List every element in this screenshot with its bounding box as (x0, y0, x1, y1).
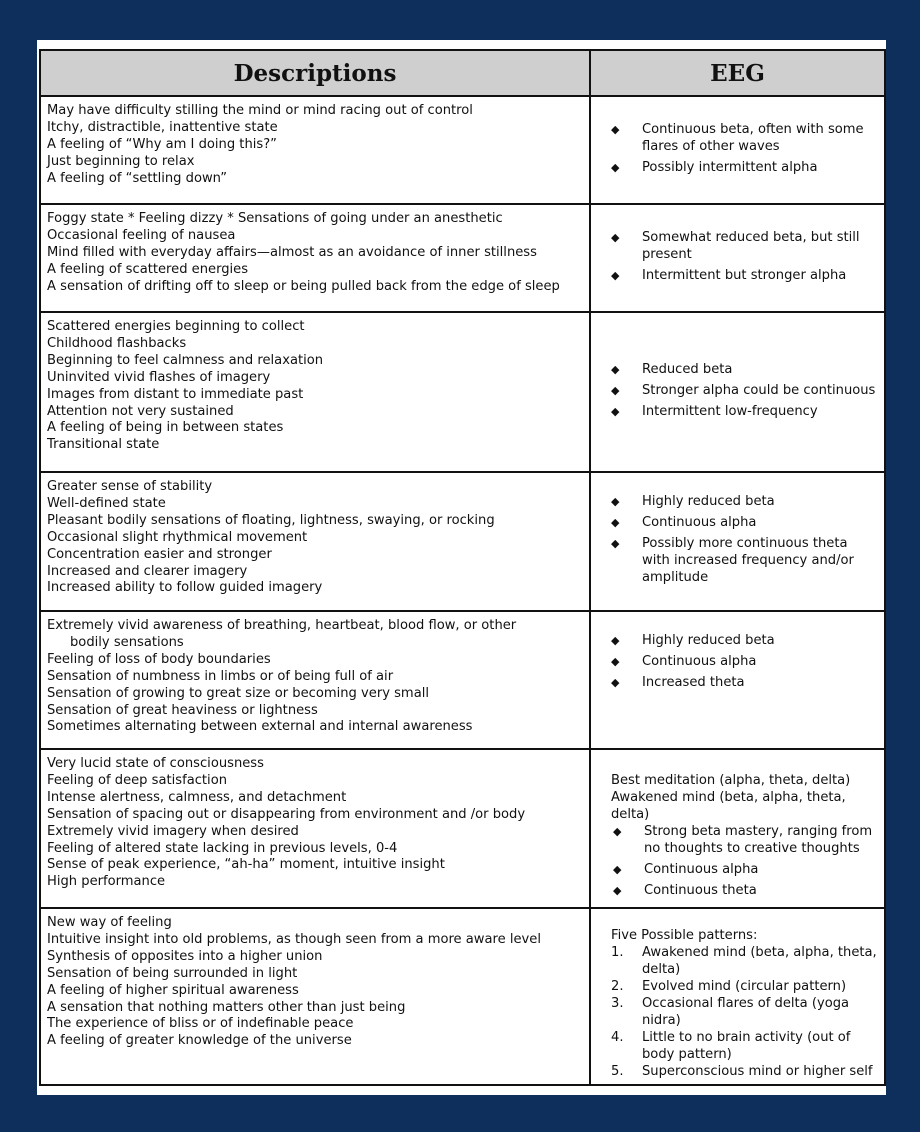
description-line: Sensation of numbness in limbs or of being full of air (47, 668, 394, 684)
description-line: Feeling of deep satisfaction (47, 772, 228, 788)
descriptions-cell (40, 312, 590, 472)
pattern-text: Superconscious mind or higher self (642, 1064, 873, 1079)
description-line: A sensation that nothing matters other than just being (47, 999, 406, 1015)
header-row (40, 50, 885, 96)
pattern-number: 2. (611, 979, 624, 994)
eeg-bullet: ◆ Continuous alpha (609, 653, 878, 670)
eeg-cell (590, 204, 885, 312)
descriptions-cell (40, 96, 590, 204)
eeg-bullet: ◆ Possibly intermittent alpha (609, 159, 878, 176)
descriptions-cell (40, 204, 590, 312)
description-line: Sensation of spacing out or disappearing from environment and /or body (47, 806, 526, 822)
eeg-bullet: ◆ Continuous beta, often with some flares of other waves (609, 121, 878, 155)
description-line: Foggy state * Feeling dizzy * Sensations of going under an anesthetic (47, 211, 503, 226)
table-row (40, 312, 885, 472)
description-line: Concentration easier and stronger (47, 546, 272, 562)
description-line: Sensation of being surrounded in light (47, 965, 298, 981)
eeg-bullet: ◆ Strong beta mastery, ranging from no thoughts to creative thoughts (611, 823, 878, 857)
description-line: Intense alertness, calmness, and detachment (47, 789, 347, 805)
pattern-item (611, 944, 878, 978)
pattern-text: Awakened mind (beta, alpha, theta, delta) (642, 945, 877, 977)
eeg-bullet: ◆ Stronger alpha could be continuous (609, 382, 878, 399)
description-line: Feeling of loss of body boundaries (47, 651, 271, 667)
description-line: bodily sensations (70, 634, 184, 650)
description-line: Feeling of altered state lacking in previous levels, 0-4 (47, 840, 398, 856)
pattern-item (611, 978, 878, 995)
header-eeg: EEG (590, 50, 885, 96)
description-line: Itchy, distractible, inattentive state (47, 119, 278, 135)
description-line: Uninvited vivid flashes of imagery (47, 369, 271, 385)
description-line: The experience of bliss or of indefinable peace (47, 1016, 354, 1032)
description-line: Increased ability to follow guided imagery (47, 580, 323, 596)
description-line: Mind filled with everyday affairs—almost as an avoidance of inner stillness (47, 244, 537, 260)
description-line: Attention not very sustained (47, 403, 234, 419)
description-line: A feeling of greater knowledge of the universe (47, 1033, 352, 1049)
eeg-cell (590, 749, 885, 908)
description-line: A feeling of being in between states (47, 420, 284, 436)
eeg-intro-line: Best meditation (alpha, theta, delta) (611, 773, 851, 788)
descriptions-cell (40, 472, 590, 611)
eeg-cell (590, 908, 885, 1085)
eeg-cell (590, 611, 885, 749)
eeg-bullet: ◆ Highly reduced beta (609, 493, 878, 510)
eeg-intro-line: Five Possible patterns: (611, 928, 758, 943)
description-line: Images from distant to immediate past (47, 386, 304, 402)
description-line: Increased and clearer imagery (47, 563, 248, 579)
description-line: May have difficulty stilling the mind or mind racing out of control (47, 103, 473, 118)
description-line: Scattered energies beginning to collect (47, 319, 305, 334)
eeg-bullet: ◆ Continuous alpha (609, 514, 878, 531)
eeg-bullet-list (609, 229, 878, 284)
description-line: A feeling of scattered energies (47, 261, 249, 277)
pattern-number: 5. (611, 1064, 624, 1079)
table-row (40, 908, 885, 1085)
descriptions-cell (40, 611, 590, 749)
description-line: A feeling of higher spiritual awareness (47, 982, 299, 998)
pattern-item (611, 1029, 878, 1063)
description-line: Extremely vivid awareness of breathing, heartbeat, blood flow, or other (47, 618, 517, 633)
eeg-bullet-list (609, 121, 878, 176)
description-line: Very lucid state of consciousness (47, 756, 264, 771)
table-row (40, 749, 885, 908)
pattern-item (611, 1063, 878, 1080)
table-row (40, 204, 885, 312)
description-line: Occasional slight rhythmical movement (47, 529, 308, 545)
description-line: Intuitive insight into old problems, as though seen from a more aware level (47, 931, 541, 947)
eeg-bullet-list (609, 361, 878, 420)
descriptions-cell (40, 749, 590, 908)
description-line: Transitional state (47, 437, 160, 453)
pattern-list (611, 944, 878, 1080)
table-row (40, 96, 885, 204)
eeg-intro-line: Awakened mind (beta, alpha, theta, delta) (611, 790, 846, 822)
description-line: Childhood flashbacks (47, 335, 187, 351)
eeg-bullet: ◆ Intermittent but stronger alpha (609, 267, 878, 284)
table-row (40, 472, 885, 611)
eeg-bullet-list (609, 493, 878, 586)
description-line: High performance (47, 874, 166, 890)
description-line: Sense of peak experience, “ah-ha” moment, intuitive insight (47, 857, 445, 873)
eeg-states-table (39, 49, 886, 1086)
description-line: Occasional feeling of nausea (47, 227, 236, 243)
eeg-bullet-list (609, 632, 878, 691)
description-line: Synthesis of opposites into a higher union (47, 948, 323, 964)
pattern-text: Little to no brain activity (out of body pattern) (642, 1030, 851, 1062)
pattern-text: Occasional flares of delta (yoga nidra) (642, 996, 850, 1028)
description-line: Sensation of growing to great size or becoming very small (47, 685, 429, 701)
description-line: Sometimes alternating between external and internal awareness (47, 719, 473, 735)
header-descriptions: Descriptions (40, 50, 590, 96)
eeg-bullet: ◆ Possibly more continuous theta with increased frequency and/or amplitude (609, 535, 878, 586)
document-page (37, 40, 886, 1095)
description-line: Just beginning to relax (47, 153, 195, 169)
descriptions-cell (40, 908, 590, 1085)
description-line: Extremely vivid imagery when desired (47, 823, 299, 839)
eeg-cell (590, 312, 885, 472)
eeg-bullet: ◆ Intermittent low-frequency (609, 403, 878, 420)
description-line: A sensation of drifting off to sleep or being pulled back from the edge of sleep (47, 278, 560, 294)
description-line: Beginning to feel calmness and relaxation (47, 352, 324, 368)
description-line: A feeling of “settling down” (47, 170, 228, 186)
eeg-bullet: ◆ Somewhat reduced beta, but still present (609, 229, 878, 263)
table-row (40, 611, 885, 749)
eeg-bullet: ◆ Increased theta (609, 674, 878, 691)
pattern-number: 1. (611, 945, 624, 960)
eeg-bullet: ◆ Continuous alpha (611, 861, 878, 878)
description-line: Greater sense of stability (47, 479, 213, 494)
pattern-number: 4. (611, 1030, 624, 1045)
description-line: Well-defined state (47, 495, 166, 511)
pattern-item (611, 995, 878, 1029)
eeg-bullet: ◆ Reduced beta (609, 361, 878, 378)
pattern-text: Evolved mind (circular pattern) (642, 979, 847, 994)
eeg-bullet-list (611, 823, 878, 899)
eeg-bullet: ◆ Continuous theta (611, 882, 878, 899)
description-line: New way of feeling (47, 915, 172, 930)
eeg-cell (590, 472, 885, 611)
description-line: Sensation of great heaviness or lightness (47, 702, 318, 718)
description-line: A feeling of “Why am I doing this?” (47, 136, 277, 152)
eeg-cell (590, 96, 885, 204)
pattern-number: 3. (611, 996, 624, 1011)
description-line: Pleasant bodily sensations of floating, lightness, swaying, or rocking (47, 512, 495, 528)
eeg-bullet: ◆ Highly reduced beta (609, 632, 878, 649)
